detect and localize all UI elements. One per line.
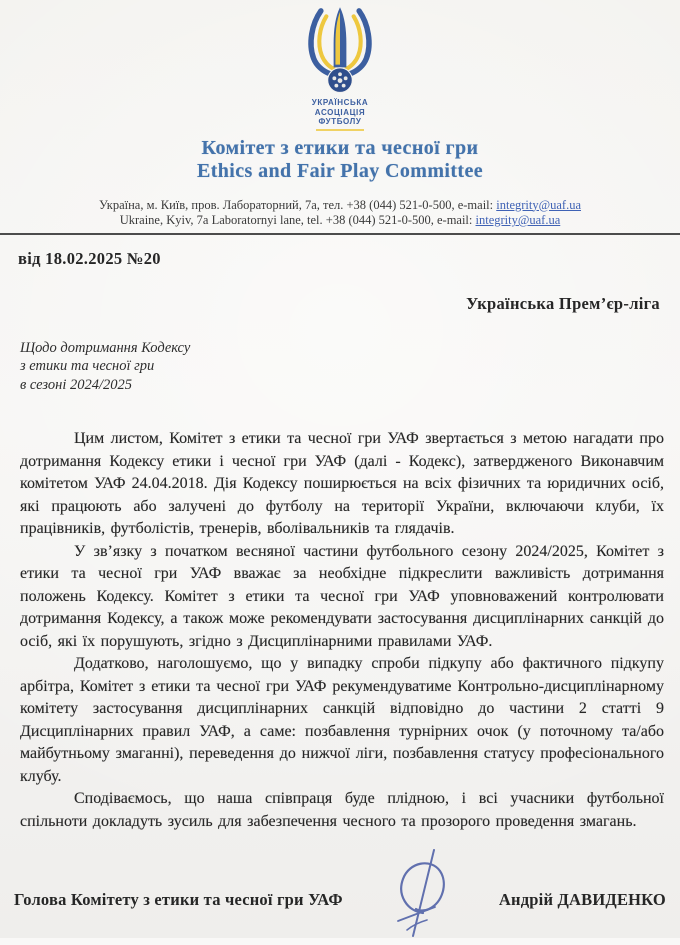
- signer-name: Андрій ДАВИДЕНКО: [498, 890, 666, 909]
- signature-row: [14, 877, 666, 923]
- email-link-en[interactable]: integrity@uaf.ua: [475, 213, 561, 227]
- subject-block: [20, 339, 680, 395]
- body-paragraph: Сподіваємось, що наша співпраця буде плідною, і всі учасники футбольної спільноти докладуть зусиль для забезпечення чесного та прозорого проведення змагань.: [20, 790, 664, 830]
- address-text-uk: Україна, м. Київ, пров. Лабораторний, 7а, тел. +38 (044) 521-0-500, e-mail:: [99, 197, 497, 212]
- logo-caption-line: АСОЦІАЦІЯ: [314, 107, 366, 117]
- letterhead: [0, 5, 680, 131]
- addressee: Українська Прем’єр-ліга: [466, 293, 660, 313]
- letter-body: [20, 428, 664, 873]
- signer-position-title: Голова Комітету з етики та чесної гри УАФ: [14, 890, 343, 909]
- header-divider: [0, 233, 680, 235]
- committee-title-uk: Комітет з етики та чесної гри: [201, 136, 479, 159]
- football-icon: [328, 68, 353, 93]
- address-text-en: Ukraine, Kyiv, 7a Laboratornyi lane, tel. +38 (044) 521-0-500, e-mail:: [119, 213, 476, 227]
- logo-caption-line: ФУТБОЛУ: [318, 117, 362, 126]
- address-line-en: [0, 213, 680, 229]
- address-block: [0, 198, 680, 229]
- signature-ink-scribble: [388, 877, 454, 923]
- logo-caption: [0, 98, 680, 131]
- address-line-uk: [0, 198, 680, 214]
- subject-line: з етики та чесної гри: [20, 358, 155, 374]
- committee-title-en: Ethics and Fair Play Committee: [196, 159, 484, 182]
- reference-line: від 18.02.2025 №20: [18, 248, 161, 268]
- subject-line: Щодо дотримання Кодексу: [20, 339, 191, 356]
- logo-underline: [316, 129, 364, 131]
- email-link-uk[interactable]: integrity@uaf.ua: [496, 197, 581, 212]
- body-paragraph: Цим листом, Комітет з етики та чесної гри УАФ звертається з метою нагадати про дотримання Кодексу етики і чесної гри УАФ (далі - Кодекс), затвердженого Виконавчим комітетом УАФ 24.04.2018. Дія Кодексу поширюється на всіх фізичних та юридичних осіб, які працюють або залучені до футболу на території України, включаючи клуби, їх працівників, футболістів, тренерів, вболівальників та глядачів.: [20, 430, 664, 537]
- body-paragraph: У зв’язку з початком весняної частини футбольного сезону 2024/2025, Комітет з етики та чесної гри УАФ вважає за необхідне підкреслити важливість дотримання положень Кодексу. Комітет з етики та чесної гри УАФ уповноважений контролювати дотримання Кодексу, а також може рекомендувати застосування дисциплінарних санкцій до осіб, які їх порушують, згідно з Дисциплінарними правилами УАФ.: [20, 542, 664, 650]
- subject-line: в сезоні 2024/2025: [20, 376, 132, 393]
- logo-caption-line: УКРАЇНСЬКА: [311, 98, 369, 107]
- body-paragraph: Додатково, наголошуємо, що у випадку спроби підкупу або фактичного підкупу арбітра, Комітет з етики та чесної гри УАФ рекумендуватиме Контрольно-дисциплінарному комітету застосування дисциплінарних санкцій відповідно до частини 2 статті 9 Дисциплінарних правил УАФ, а саме: позбавлення турнірних очок (у поточному та/або майбутньому змаганні), переведення до нижчої ліги, позбавлення статусу професіонального клубу.: [20, 655, 664, 785]
- uaf-trident-logo: [0, 5, 680, 97]
